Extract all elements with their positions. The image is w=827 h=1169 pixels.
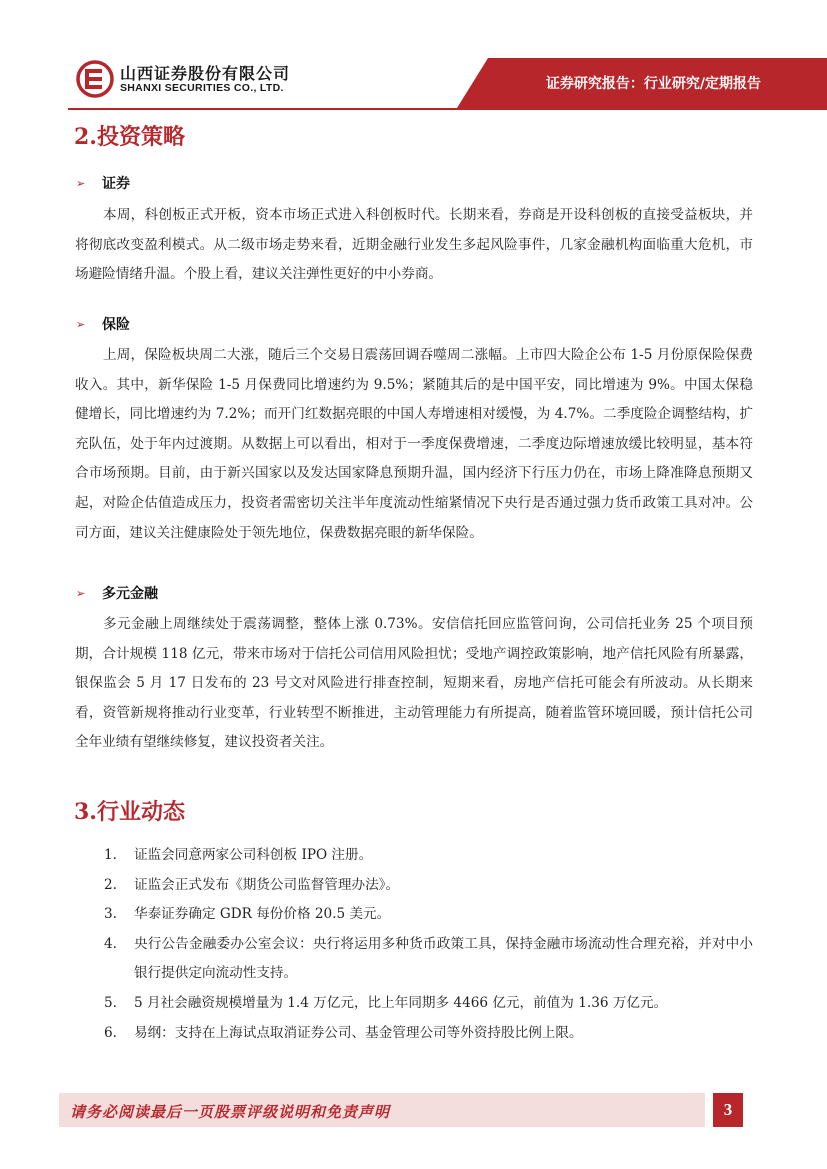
- arrow-bullet-icon: ➢: [76, 176, 86, 190]
- company-name-cn: 山西证券股份有限公司: [120, 64, 291, 83]
- company-name-en: SHANXI SECURITIES CO., LTD.: [120, 82, 284, 94]
- subsection-title: 证券: [102, 176, 130, 192]
- list-item: 1. 证监会同意两家公司科创板 IPO 注册。: [104, 847, 373, 863]
- arrow-bullet-icon: ➢: [76, 586, 86, 600]
- page-number: 3: [713, 1093, 743, 1127]
- report-type-label: 证券研究报告：行业研究/定期报告: [545, 76, 761, 92]
- arrow-bullet-icon: ➢: [76, 317, 86, 331]
- subsection-title: 多元金融: [102, 586, 158, 602]
- list-item: 2. 证监会正式发布《期货公司监督管理办法》。: [104, 876, 400, 893]
- list-item: 5. 5 月社会融资规模增量为 1.4 万亿元，比上年同期多 4466 亿元，前值为 1.36 万亿元。: [104, 994, 668, 1011]
- paragraph-diversified-finance: 多元金融上周继续处于震荡调整，整体上涨 0.73%。安信信托回应监管问询，公司信托业务 25 个项目预期，合计规模 118 亿元，带来市场对于信托公司信用风险担忧；受地产调控政策影响，地产信托风险有所暴露，银保监会 5 月 17 日发布的 23 号文对风险进行排查控制，短期来看，房地产信托可能会有所波动。从长期来看，资管新规将推动行业变革，行业转型不断推进，主动管理能力有所提高，随着监管环境回暖，预计信托公司全年业绩有望继续修复，建议投资者关注。: [75, 616, 753, 751]
- section-title-news: 3.行业动态: [74, 799, 185, 825]
- subsection-title: 保险: [102, 317, 130, 333]
- subsection-heading-insurance: [76, 314, 130, 334]
- list-item: 3. 华泰证券确定 GDR 每份价格 20.5 美元。: [104, 906, 391, 923]
- list-item: 6. 易纲：支持在上海试点取消证券公司、基金管理公司等外资持股比例上限。: [104, 1024, 583, 1041]
- page-header: [0, 0, 827, 108]
- paragraph-securities: 本周，科创板正式开板，资本市场正式进入科创板时代。长期来看，券商是开设科创板的直接受益板块，并将彻底改变盈利模式。从二级市场走势来看，近期金融行业发生多起风险事件，几家金融机构面临重大危机，市场避险情绪升温。个股上看，建议关注弹性更好的中小券商。: [75, 207, 753, 283]
- paragraph-insurance: 上周，保险板块周二大涨，随后三个交易日震荡回调吞噬周二涨幅。上市四大险企公布 1-5 月份原保险保费收入。其中，新华保险 1-5 月保费同比增速约为 9.5%；紧随其后的是中国平安，同比增速为 9%。中国太保稳健增长，同比增速约为 7.2%；而开门红数据亮眼的中国人寿增速相对缓慢，为 4.7%。二季度险企调整结构，扩充队伍，处于年内过渡期。从数据上可以看出，相对于一季度保费增速，二季度边际增速放缓比较明显，基本符合市场预期。目前，由于新兴国家以及发达国家降息预期升温，国内经济下行压力仍在，市场上降准降息预期又起，对险企估值造成压力，投资者需密切关注半年度流动性缩紧情况下央行是否通过强力货币政策工具对冲。公司方面，建议关注健康险处于领先地位，保费数据亮眼的新华保险。: [75, 347, 753, 541]
- footer-disclaimer: 请务必阅读最后一页股票评级说明和免责声明: [70, 1103, 391, 1121]
- section-title-strategy: 2.投资策略: [74, 124, 185, 150]
- company-logo-icon: [76, 60, 114, 98]
- news-list: [75, 841, 753, 1048]
- subsection-heading-securities: [76, 173, 130, 193]
- list-item: 4. 央行公告金融委办公室会议：央行将运用多种货币政策工具，保持金融市场流动性合理充裕，并对中小银行提供定向流动性支持。: [104, 935, 753, 982]
- subsection-heading-diversified-finance: [76, 583, 158, 603]
- header-divider: [68, 108, 827, 110]
